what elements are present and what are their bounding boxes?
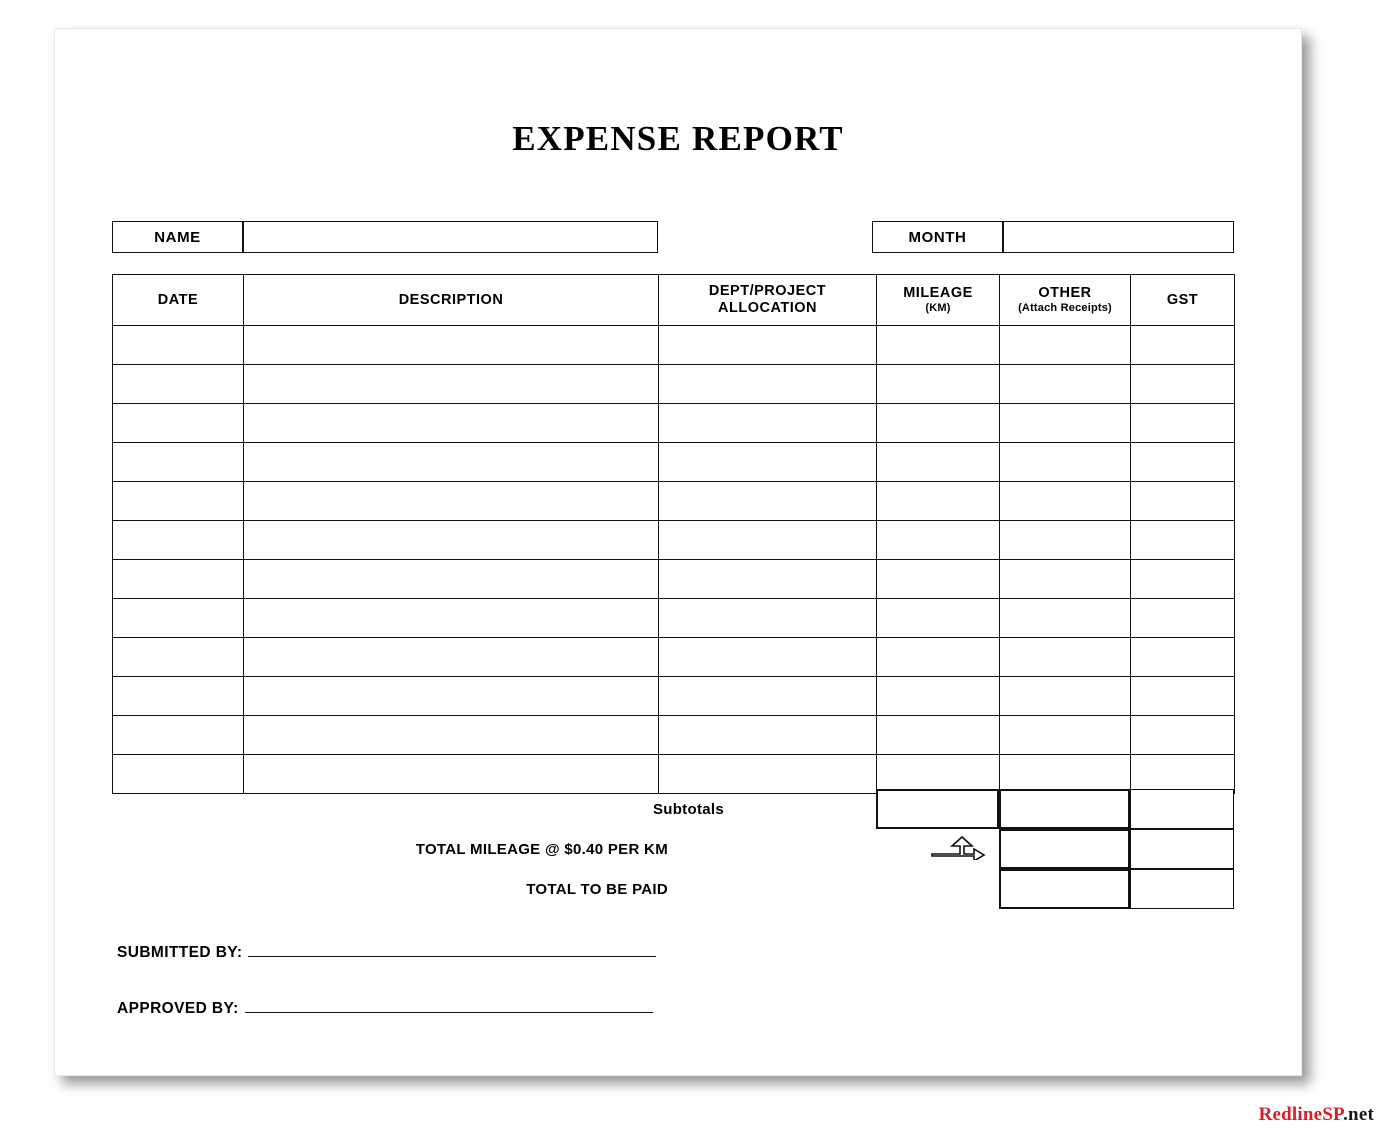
table-row [113, 443, 1235, 482]
cell-mileage[interactable] [877, 716, 1000, 755]
watermark-brand: RedlineSP [1258, 1104, 1344, 1125]
cell-dept-project[interactable] [659, 560, 877, 599]
cell-dept-project[interactable] [659, 638, 877, 677]
cell-date[interactable] [113, 482, 244, 521]
cell-gst[interactable] [1131, 365, 1235, 404]
header-fields-row [112, 221, 1234, 253]
month-value [1004, 222, 1233, 252]
watermark [1259, 1104, 1374, 1126]
cell-mileage[interactable] [877, 560, 1000, 599]
submitted-by-label: SUBMITTED BY: [117, 944, 243, 961]
total-mileage-gst-input[interactable] [1130, 829, 1234, 869]
approved-by-line[interactable] [245, 997, 653, 1013]
month-label-cell [872, 221, 1003, 253]
cell-dept-project[interactable] [659, 326, 877, 365]
cell-other[interactable] [1000, 443, 1131, 482]
name-label: NAME [154, 228, 201, 246]
table-row [113, 365, 1235, 404]
cell-date[interactable] [113, 560, 244, 599]
subtotals-mileage-value [878, 791, 997, 827]
cell-description[interactable] [244, 560, 659, 599]
total-to-be-paid-value [1001, 871, 1128, 907]
cell-other[interactable] [1000, 404, 1131, 443]
cell-description[interactable] [244, 443, 659, 482]
table-row [113, 716, 1235, 755]
total-to-be-paid-label: TOTAL TO BE PAID [526, 880, 668, 898]
name-label-cell [112, 221, 243, 253]
total-mileage-label: TOTAL MILEAGE @ $0.40 PER KM [415, 840, 668, 858]
cell-mileage[interactable] [877, 326, 1000, 365]
cell-other[interactable] [1000, 755, 1131, 794]
cell-description[interactable] [244, 677, 659, 716]
cell-date[interactable] [113, 443, 244, 482]
column-header-date-label: DATE [157, 291, 199, 308]
total-mileage-other-input[interactable] [999, 829, 1130, 869]
table-row [113, 638, 1235, 677]
cell-description[interactable] [244, 521, 659, 560]
table-row [113, 677, 1235, 716]
cell-gst[interactable] [1131, 716, 1235, 755]
column-header-gst-label: GST [1166, 291, 1199, 308]
cell-other[interactable] [1000, 716, 1131, 755]
cell-date[interactable] [113, 638, 244, 677]
table-row [113, 521, 1235, 560]
total-to-be-paid-gst-input[interactable] [1130, 869, 1234, 909]
subtotals-gst-input[interactable] [1130, 789, 1234, 829]
table-row [113, 404, 1235, 443]
column-header-description [244, 275, 659, 326]
total-to-be-paid-gst-value [1131, 870, 1233, 908]
column-header-dept-project-allocation [659, 275, 877, 326]
cell-mileage[interactable] [877, 755, 1000, 794]
subtotals-mileage-input[interactable] [876, 789, 999, 829]
page-title: EXPENSE REPORT [512, 119, 844, 158]
cell-dept-project[interactable] [659, 365, 877, 404]
cell-other[interactable] [1000, 521, 1131, 560]
subtotals-gst-value [1131, 790, 1233, 828]
totals-section [112, 789, 1234, 919]
subtotals-label: Subtotals [652, 800, 724, 818]
cell-gst[interactable] [1131, 404, 1235, 443]
column-header-mileage-label: MILEAGE [903, 285, 973, 302]
expense-report-page [54, 28, 1302, 1076]
column-header-gst [1131, 275, 1235, 326]
form-sheet [55, 29, 1301, 1075]
cell-mileage[interactable] [877, 365, 1000, 404]
cell-date[interactable] [113, 599, 244, 638]
table-row [113, 755, 1235, 794]
cell-other[interactable] [1000, 599, 1131, 638]
approved-by-label: APPROVED BY: [117, 1000, 239, 1017]
cell-dept-project[interactable] [659, 443, 877, 482]
month-input[interactable] [1003, 221, 1234, 253]
table-header-row [113, 275, 1235, 326]
cell-mileage[interactable] [877, 521, 1000, 560]
cell-gst[interactable] [1131, 326, 1235, 365]
name-input[interactable] [243, 221, 658, 253]
cell-dept-project[interactable] [659, 755, 877, 794]
submitted-by-field[interactable] [117, 941, 656, 962]
cell-date[interactable] [113, 677, 244, 716]
cell-other[interactable] [1000, 560, 1131, 599]
totals-row-total-to-be-paid [112, 869, 1234, 909]
total-mileage-other-value [1001, 831, 1128, 867]
total-mileage-gst-value [1131, 830, 1233, 868]
subtotals-other-input[interactable] [999, 789, 1130, 829]
arrow-right-icon [930, 834, 986, 860]
watermark-suffix: .net [1343, 1104, 1374, 1125]
table-row [113, 560, 1235, 599]
cell-gst[interactable] [1131, 677, 1235, 716]
cell-mileage[interactable] [877, 638, 1000, 677]
cell-date[interactable] [113, 365, 244, 404]
month-label: MONTH [908, 228, 967, 246]
column-header-mileage-sublabel: (KM) [925, 302, 951, 315]
cell-gst[interactable] [1131, 443, 1235, 482]
table-row [113, 326, 1235, 365]
subtotals-other-value [1001, 791, 1128, 827]
cell-mileage[interactable] [877, 482, 1000, 521]
table-header [113, 275, 1235, 326]
cell-date[interactable] [113, 521, 244, 560]
totals-row-subtotals [112, 789, 1234, 829]
cell-date[interactable] [113, 404, 244, 443]
cell-mileage[interactable] [877, 677, 1000, 716]
cell-other[interactable] [1000, 326, 1131, 365]
cell-gst[interactable] [1131, 560, 1235, 599]
cell-dept-project[interactable] [659, 482, 877, 521]
cell-date[interactable] [113, 326, 244, 365]
total-to-be-paid-input[interactable] [999, 869, 1130, 909]
column-header-dept-label: DEPT/PROJECT ALLOCATION [708, 283, 827, 316]
cell-description[interactable] [244, 482, 659, 521]
table-body [113, 326, 1235, 794]
cell-description[interactable] [244, 716, 659, 755]
column-header-other-label: OTHER [1038, 285, 1092, 302]
totals-row-total-mileage [112, 829, 1234, 869]
cell-mileage[interactable] [877, 443, 1000, 482]
cell-gst[interactable] [1131, 638, 1235, 677]
cell-description[interactable] [244, 404, 659, 443]
cell-gst[interactable] [1131, 521, 1235, 560]
expense-table [112, 274, 1235, 794]
cell-description[interactable] [244, 599, 659, 638]
cell-other[interactable] [1000, 638, 1131, 677]
cell-date[interactable] [113, 716, 244, 755]
cell-date[interactable] [113, 755, 244, 794]
approved-by-field[interactable] [117, 997, 653, 1018]
cell-dept-project[interactable] [659, 404, 877, 443]
cell-gst[interactable] [1131, 482, 1235, 521]
table-row [113, 482, 1235, 521]
column-header-description-label: DESCRIPTION [398, 291, 504, 308]
cell-gst[interactable] [1131, 755, 1235, 794]
cell-mileage[interactable] [877, 404, 1000, 443]
cell-description[interactable] [244, 326, 659, 365]
cell-gst[interactable] [1131, 599, 1235, 638]
cell-description[interactable] [244, 638, 659, 677]
name-value [244, 222, 657, 252]
cell-other[interactable] [1000, 365, 1131, 404]
table-row [113, 599, 1235, 638]
cell-description[interactable] [244, 365, 659, 404]
cell-dept-project[interactable] [659, 716, 877, 755]
cell-dept-project[interactable] [659, 521, 877, 560]
cell-other[interactable] [1000, 677, 1131, 716]
column-header-date [113, 275, 244, 326]
column-header-other-sublabel: (Attach Receipts) [1018, 302, 1112, 315]
cell-mileage[interactable] [877, 599, 1000, 638]
submitted-by-line[interactable] [248, 941, 656, 957]
column-header-mileage [877, 275, 1000, 326]
cell-description[interactable] [244, 755, 659, 794]
column-header-other [1000, 275, 1131, 326]
cell-dept-project[interactable] [659, 599, 877, 638]
cell-dept-project[interactable] [659, 677, 877, 716]
cell-other[interactable] [1000, 482, 1131, 521]
